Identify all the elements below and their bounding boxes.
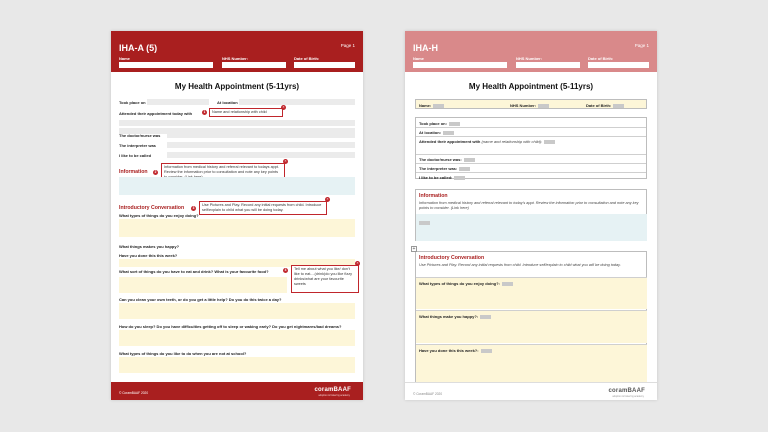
name-label: Name xyxy=(413,56,424,61)
intro-text: Use Pictures and Play. Record any initial requests from child. Introduce self/explain to child what you will be doing today. xyxy=(419,263,621,267)
corambaaf-logo: coramBAAF xyxy=(608,388,645,394)
nhs-field[interactable] xyxy=(222,62,286,68)
eat-question: What sort of things do you have to eat and drink? What is your favourite food? xyxy=(119,269,269,274)
doctor-field[interactable] xyxy=(167,132,355,138)
eat-callout: Tell me about what you like/ don't like to eat....(drink)do you like fizzy drinks/what are your favourite sweets xyxy=(291,265,359,293)
dob-field[interactable] xyxy=(294,62,355,68)
name-row xyxy=(415,99,647,109)
called-label: I like to be called: xyxy=(419,175,465,180)
took-place-field[interactable] xyxy=(147,99,209,105)
logo-subtitle: adoption & fostering academy xyxy=(612,395,644,398)
document-page-a xyxy=(111,31,363,400)
interpreter-field[interactable] xyxy=(167,142,355,148)
dob-label: Date of Birth: xyxy=(294,56,320,61)
doctor-label: The doctor/nurse was: xyxy=(419,157,475,162)
interpreter-label: The interpreter was xyxy=(119,143,156,148)
at-location-field[interactable] xyxy=(239,99,355,105)
enjoy-field[interactable] xyxy=(416,277,647,309)
done-question: Have you done this this week?: xyxy=(419,348,492,353)
enjoy-question: What types of things do you enjoy doing?: xyxy=(419,281,513,286)
copyright-text: © CoramBAAF 2020 xyxy=(413,392,443,396)
document-page-b xyxy=(405,31,657,400)
eat-field[interactable] xyxy=(119,277,287,293)
close-icon[interactable]: × xyxy=(356,261,359,265)
name-label: Name xyxy=(119,56,130,61)
corambaaf-logo: coramBAAF xyxy=(314,387,351,393)
name-field[interactable] xyxy=(119,62,213,68)
interpreter-label: The interpreter was: xyxy=(419,166,470,171)
at-location-label: At location: xyxy=(419,130,454,135)
attended-label: Attended their appointment today with xyxy=(119,111,193,116)
dob-field[interactable] xyxy=(588,62,649,68)
intro-heading: Introductory Conversation xyxy=(119,205,185,211)
page-title: My Health Appointment (5-11yrs) xyxy=(468,82,594,91)
page-title: My Health Appointment (5-11yrs) xyxy=(174,82,300,91)
nhs-field[interactable] xyxy=(516,62,580,68)
teeth-field[interactable] xyxy=(119,303,355,319)
sleep-question: How do you sleep? Do you have difficulties getting off to sleep or waking early? Do you get nightmares/bad dreams? xyxy=(119,324,342,329)
page-number: Page 1 xyxy=(340,43,355,48)
happy-field[interactable] xyxy=(416,310,647,343)
nhs-label: NHS Number: xyxy=(222,56,249,61)
close-icon[interactable]: × xyxy=(284,159,287,163)
information-text: Information from medical history and referral relevant to today's appt. Review the information prior to consultation and note any key points to consider. (Link here) xyxy=(419,201,639,211)
attended-field[interactable] xyxy=(119,120,355,126)
teeth-question: Can you clean your own teeth, or do you get a little help? Do you do this twice a day? xyxy=(119,297,282,302)
sleep-field[interactable] xyxy=(119,330,355,346)
information-callout: Information from medical history and referral relevant to todays appt. Review the information prior to consultation and note any key points xyxy=(161,163,285,189)
dob-row-label: Date of Birth: xyxy=(586,103,624,108)
nhs-row-label: NHS Number: xyxy=(510,103,549,108)
close-icon[interactable]: × xyxy=(326,197,329,201)
details-table xyxy=(415,117,647,179)
took-place-label: Took place on xyxy=(119,100,146,105)
page-footer xyxy=(405,382,657,400)
logo-subtitle: adoption & fostering academy xyxy=(318,394,350,397)
badge-4: 4 xyxy=(284,268,287,272)
enjoy-field[interactable] xyxy=(119,219,355,237)
close-icon[interactable]: × xyxy=(282,105,285,109)
name-row-label: Name: xyxy=(419,103,444,108)
badge-1: 1 xyxy=(203,110,206,114)
information-heading: Information xyxy=(119,169,148,175)
attended-callout: Name and relationship with child xyxy=(209,108,283,117)
school-question: What types of things do you like to do when you are not at school? xyxy=(119,351,247,356)
called-field[interactable] xyxy=(167,152,355,158)
nhs-label: NHS Number: xyxy=(516,56,543,61)
information-heading: Information xyxy=(419,193,448,199)
at-location-label: At location xyxy=(217,100,238,105)
page-header xyxy=(405,31,657,72)
form-code: IHA-A (5) xyxy=(119,43,158,53)
happy-question: What things make you happy?: xyxy=(419,314,491,319)
form-code: IHA-H xyxy=(413,43,438,53)
done-field[interactable] xyxy=(416,344,647,383)
badge-3: 3 xyxy=(192,206,195,210)
name-field[interactable] xyxy=(413,62,507,68)
intro-callout: Use Pictures and Play. Record any initial requests from child. Introduce self/explain to child what you will be doing today. xyxy=(199,201,327,215)
copyright-text: © CoramBAAF 2020 xyxy=(119,391,149,395)
table-move-handle-icon[interactable]: + xyxy=(412,246,416,252)
information-field[interactable] xyxy=(119,177,355,195)
attended-label: Attended their appointment with (name and relationship with child): xyxy=(419,139,555,144)
took-place-label: Took place on: xyxy=(419,121,460,126)
page-header xyxy=(111,31,363,72)
dob-label: Date of Birth: xyxy=(588,56,614,61)
school-field[interactable] xyxy=(119,357,355,373)
enjoy-question: What types of things do you enjoy doing? xyxy=(119,213,199,218)
page-number: Page 1 xyxy=(634,43,649,48)
called-label: I like to be called xyxy=(119,153,152,158)
doctor-label: The doctor/nurse was xyxy=(119,133,161,138)
intro-section xyxy=(415,251,647,383)
information-section xyxy=(415,189,647,241)
page-footer xyxy=(111,382,363,400)
intro-heading: Introductory Conversation xyxy=(419,255,485,261)
happy-question: What things makes you happy? xyxy=(119,244,180,249)
done-question: Have you done this this week? xyxy=(119,253,178,258)
information-field[interactable] xyxy=(416,214,647,241)
badge-2: 2 xyxy=(154,170,157,174)
